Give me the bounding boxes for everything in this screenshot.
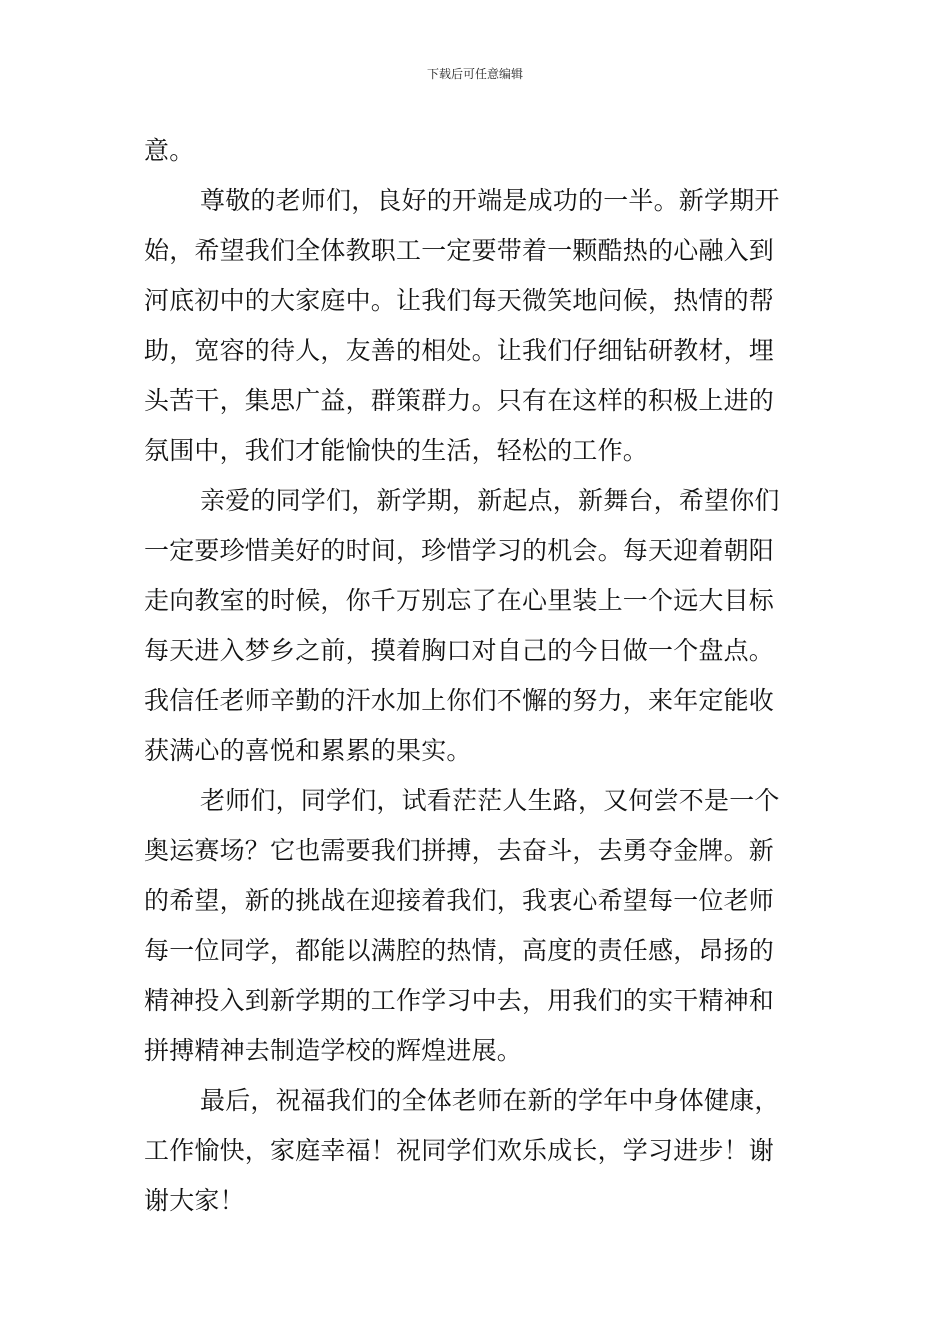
text-line: 每天进入梦乡之前，摸着胸口对自己的今日做一个盘点。 bbox=[144, 636, 775, 665]
text-line: 一定要珍惜美好的时间，珍惜学习的机会。每天迎着朝阳 bbox=[144, 536, 775, 565]
paragraph bbox=[144, 126, 808, 176]
text-line: 每一位同学，都能以满腔的热情，高度的责任感，昂扬的 bbox=[144, 936, 775, 965]
paragraph bbox=[144, 176, 808, 476]
text-line: 最后，祝福我们的全体老师在新的学年中身体健康， bbox=[200, 1086, 780, 1115]
text-line: 工作愉快，家庭幸福！祝同学们欢乐成长，学习进步！谢 bbox=[144, 1136, 775, 1165]
page-header: 下载后可任意编辑 bbox=[426, 67, 523, 81]
paragraph bbox=[144, 1076, 808, 1226]
text-line: 拼搏精神去制造学校的辉煌进展。 bbox=[144, 1036, 523, 1065]
text-line: 头苦干，集思广益，群策群力。只有在这样的积极上进的 bbox=[144, 386, 775, 415]
text-line: 助，宽容的待人，友善的相处。让我们仔细钻研教材，埋 bbox=[144, 336, 775, 365]
document-body bbox=[144, 126, 808, 1226]
text-line: 尊敬的老师们，良好的开端是成功的一半。新学期开 bbox=[200, 186, 780, 215]
text-line: 的希望，新的挑战在迎接着我们，我衷心希望每一位老师 bbox=[144, 886, 775, 915]
text-line: 河底初中的大家庭中。让我们每天微笑地问候，热情的帮 bbox=[144, 286, 775, 315]
text-line: 走向教室的时候，你千万别忘了在心里装上一个远大目标 bbox=[144, 586, 775, 615]
text-line: 谢大家！ bbox=[144, 1186, 245, 1215]
text-line: 意。 bbox=[144, 136, 195, 165]
text-line: 氛围中，我们才能愉快的生活，轻松的工作。 bbox=[144, 436, 649, 465]
text-line: 始，希望我们全体教职工一定要带着一颗酷热的心融入到 bbox=[144, 236, 775, 265]
text-line: 获满心的喜悦和累累的果实。 bbox=[144, 736, 472, 765]
text-line: 奥运赛场？它也需要我们拼搏，去奋斗，去勇夺金牌。新 bbox=[144, 836, 775, 865]
text-line: 精神投入到新学期的工作学习中去，用我们的实干精神和 bbox=[144, 986, 775, 1015]
paragraph bbox=[144, 776, 808, 1076]
text-line: 老师们，同学们，试看茫茫人生路，又何尝不是一个 bbox=[200, 786, 780, 815]
text-line: 我信任老师辛勤的汗水加上你们不懈的努力，来年定能收 bbox=[144, 686, 775, 715]
paragraph bbox=[144, 476, 808, 776]
text-line: 亲爱的同学们，新学期，新起点，新舞台，希望你们 bbox=[200, 486, 780, 515]
